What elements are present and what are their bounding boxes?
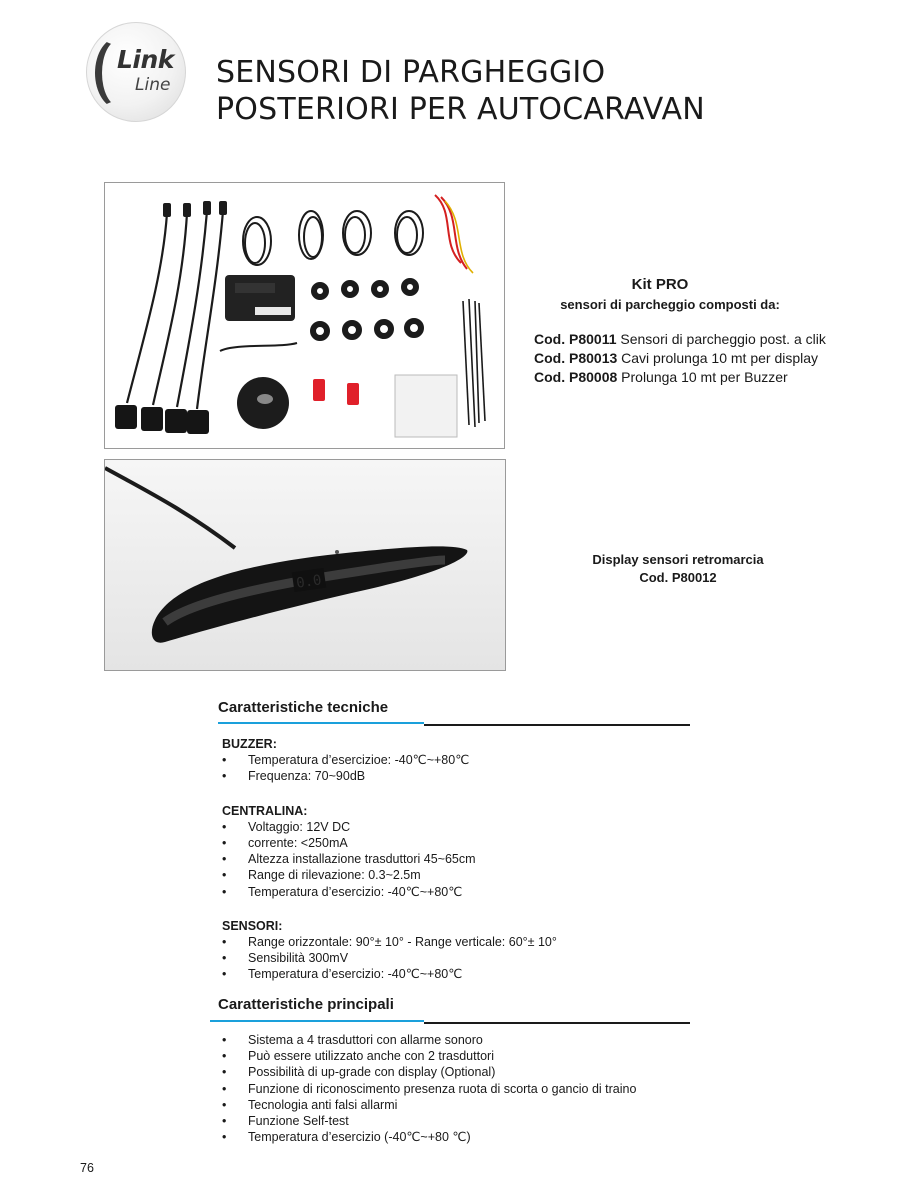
page-title bbox=[216, 54, 705, 128]
display-illustration bbox=[105, 460, 506, 671]
sensor-heads-icon bbox=[115, 405, 209, 434]
feature-item: • Temperatura d’esercizio (-40℃~+80 ℃) bbox=[222, 1129, 636, 1145]
display-caption-code: Cod. P80012 bbox=[639, 570, 717, 585]
main-features-heading: Caratteristiche principali bbox=[218, 996, 394, 1013]
sensor-plugs-icon bbox=[163, 201, 227, 217]
kit-item-code: Cod. P80013 bbox=[534, 350, 618, 366]
mounting-rings-icon bbox=[313, 281, 421, 338]
spec-item: • Frequenza: 70~90dB bbox=[222, 768, 557, 784]
spec-item: • Temperatura d’esercizioe: -40℃~+80℃ bbox=[222, 752, 557, 768]
kit-item bbox=[534, 330, 826, 349]
label-sheet-icon bbox=[395, 375, 457, 437]
kit-subtitle: sensori di parcheggio composti da: bbox=[560, 297, 780, 312]
control-unit-icon bbox=[225, 275, 295, 321]
kit-item-list bbox=[534, 330, 826, 387]
heading-rule-accent bbox=[218, 722, 424, 724]
red-connectors-icon bbox=[313, 379, 359, 405]
logo-word-link: Link bbox=[117, 45, 174, 74]
heading-rule bbox=[424, 724, 690, 726]
coiled-cables-icon bbox=[243, 211, 423, 265]
spec-item: • Temperatura d’esercizio: -40℃~+80℃ bbox=[222, 966, 557, 982]
kit-item-desc: Cavi prolunga 10 mt per display bbox=[621, 350, 819, 366]
kit-components-illustration bbox=[105, 183, 505, 449]
feature-item: • Sistema a 4 trasduttori con allarme sonoro bbox=[222, 1032, 636, 1048]
tech-specs-list bbox=[222, 736, 557, 983]
kit-components-photo bbox=[104, 182, 505, 449]
display-digits: 0.0 bbox=[295, 572, 323, 592]
spec-item: • Altezza installazione trasduttori 45~65cm bbox=[222, 851, 557, 867]
spec-item: • Temperatura d’esercizio: -40℃~+80℃ bbox=[222, 884, 557, 900]
page-title-line-1: SENSORI DI PARGHEGGIO bbox=[216, 55, 606, 90]
kit-item-code: Cod. P80008 bbox=[534, 369, 618, 385]
kit-item bbox=[534, 349, 826, 368]
feature-item: • Funzione Self-test bbox=[222, 1113, 636, 1129]
cable-ties-icon bbox=[463, 299, 485, 427]
spec-item: • Range di rilevazione: 0.3~2.5m bbox=[222, 867, 557, 883]
feature-item: • Tecnologia anti falsi allarmi bbox=[222, 1097, 636, 1113]
page-title-line-2: POSTERIORI PER AUTOCARAVAN bbox=[216, 92, 705, 127]
logo-word-line: Line bbox=[135, 75, 171, 95]
spec-group-title: SENSORI: bbox=[222, 918, 283, 933]
spec-item: • Range orizzontale: 90°± 10° - Range verticale: 60°± 10° bbox=[222, 934, 557, 950]
power-cable-red-icon bbox=[435, 195, 467, 269]
feature-item: • Funzione di riconoscimento presenza ruota di scorta o gancio di traino bbox=[222, 1081, 636, 1097]
tech-specs-heading: Caratteristiche tecniche bbox=[218, 699, 389, 716]
heading-rule-accent bbox=[210, 1020, 424, 1022]
heading-rule bbox=[424, 1022, 690, 1024]
spec-item: • Sensibilità 300mV bbox=[222, 950, 557, 966]
brand-logo bbox=[86, 22, 186, 122]
feature-item: • Può essere utilizzato anche con 2 trasduttori bbox=[222, 1048, 636, 1064]
kit-item-code: Cod. P80011 bbox=[534, 331, 617, 347]
display-caption-title: Display sensori retromarcia bbox=[592, 552, 764, 567]
kit-item-desc: Prolunga 10 mt per Buzzer bbox=[621, 369, 788, 385]
kit-title: Kit PRO bbox=[631, 276, 689, 293]
sensor-cables-icon bbox=[127, 211, 223, 409]
spec-group-title: CENTRALINA: bbox=[222, 803, 308, 818]
page-number: 76 bbox=[80, 1161, 94, 1175]
spec-item: • Voltaggio: 12V DC bbox=[222, 819, 557, 835]
spec-item: • corrente: <250mA bbox=[222, 835, 557, 851]
kit-item-desc: Sensori di parcheggio post. a clik bbox=[620, 331, 826, 347]
main-features-list bbox=[222, 1032, 636, 1145]
feature-item: • Possibilità di up-grade con display (Optional) bbox=[222, 1064, 636, 1080]
buzzer-icon bbox=[220, 343, 297, 429]
kit-item bbox=[534, 368, 826, 387]
spec-group-title: BUZZER: bbox=[222, 737, 277, 751]
display-photo bbox=[104, 459, 506, 671]
